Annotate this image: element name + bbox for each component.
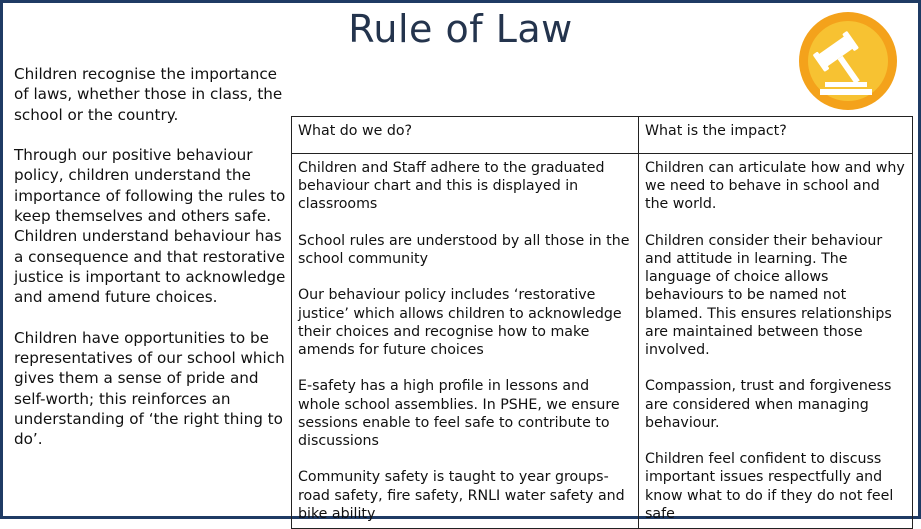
what-we-do-cell bbox=[292, 154, 639, 529]
list-item: Children can articulate how and why we need to behave in school and the world. bbox=[645, 160, 905, 213]
impact-cell bbox=[639, 154, 913, 529]
list-item: Our behaviour policy includes ‘restorative justice’ which allows children to acknowledge their choices and recognise how to make amends for future choices bbox=[298, 287, 622, 358]
list-item: E-safety has a high profile in lessons and whole school assemblies. In PSHE, we ensure sessions enable to feel safe to contribute to discussions bbox=[298, 378, 620, 449]
table-header-row bbox=[292, 117, 913, 154]
intro-paragraph: Through our positive behaviour policy, children understand the importance of following the rules to keep themselves and others safe. Children understand behaviour has a consequence and that restorative justice is important to acknowledge and amend future choices. bbox=[14, 146, 286, 307]
impact-table bbox=[291, 116, 913, 529]
intro-paragraph: Children have opportunities to be representatives of our school which gives them a sense of pride and self-worth; this reinforces an understanding of ‘the right thing to do’. bbox=[14, 328, 285, 449]
list-item: Community safety is taught to year groups- road safety, fire safety, RNLI water safety and bike ability bbox=[298, 469, 625, 522]
list-item: Children consider their behaviour and attitude in learning. The language of choice allows behaviours to be named not blamed. This ensures relationships are maintained between those involved. bbox=[645, 232, 892, 359]
column-header-impact: What is the impact? bbox=[639, 117, 913, 154]
intro-paragraph: Children recognise the importance of laws, whether those in class, the school or the country. bbox=[14, 65, 283, 124]
gavel-icon bbox=[798, 11, 898, 111]
list-item: Children and Staff adhere to the graduated behaviour chart and this is displayed in classrooms bbox=[298, 160, 605, 213]
list-item: Compassion, trust and forgiveness are considered when managing behaviour. bbox=[645, 378, 892, 431]
table-row bbox=[292, 154, 913, 529]
list-item: School rules are understood by all those in the school community bbox=[298, 232, 630, 267]
intro-text bbox=[14, 64, 290, 470]
page-title: Rule of Law bbox=[348, 7, 573, 51]
column-header-what-we-do: What do we do? bbox=[292, 117, 639, 154]
list-item: Children feel confident to discuss important issues respectfully and know what to do if they do not feel safe bbox=[645, 451, 894, 522]
